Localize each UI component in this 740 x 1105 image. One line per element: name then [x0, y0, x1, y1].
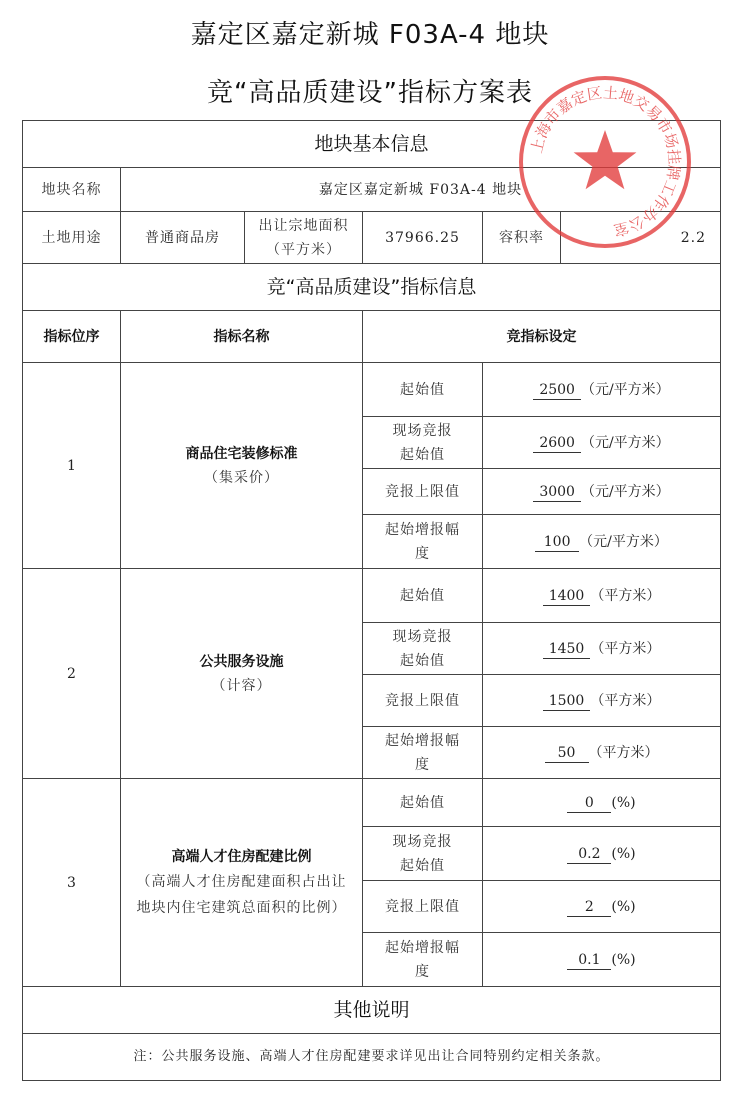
- group-2-name-cell: [121, 569, 363, 779]
- section-basic-info: 地块基本信息: [23, 121, 721, 168]
- g2-r4-unit: （平方米）: [588, 744, 659, 761]
- g2-r2-unit: （平方米）: [590, 640, 661, 657]
- g3-r3-label-1: 竞报上限值: [385, 898, 460, 915]
- g2-r4-label: [363, 727, 483, 779]
- plot-name-value: 嘉定区嘉定新城 F03A-4 地块: [121, 168, 721, 212]
- g2-r3-label: [363, 675, 483, 727]
- g1-r3-unit: （元/平方米）: [580, 483, 670, 500]
- far-label: 容积率: [483, 212, 561, 264]
- g2-r2-label-2: 起始值: [400, 652, 445, 669]
- section-other-notes: 其他说明: [23, 987, 721, 1034]
- g2-r1-value: 1400: [543, 587, 591, 606]
- g2-r4-value-cell: [483, 727, 721, 779]
- g1-r2-value: 2600: [533, 434, 581, 453]
- g1-r1-label-1: 起始值: [400, 381, 445, 398]
- g1-r3-value-cell: [483, 469, 721, 515]
- g2-r3-value: 1500: [543, 692, 591, 711]
- area-value: 37966.25: [363, 212, 483, 264]
- far-value: 2.2: [561, 212, 721, 264]
- g2-r3-label-1: 竞报上限值: [385, 692, 460, 709]
- group-1-name: 商品住宅装修标准: [185, 445, 298, 462]
- section-index-info: 竞“高品质建设”指标信息: [23, 264, 721, 311]
- col-order-header: 指标位序: [23, 311, 121, 363]
- g1-r4-unit: （元/平方米）: [579, 533, 668, 550]
- g2-r1-label-1: 起始值: [400, 587, 445, 604]
- g3-r2-value: 0.2: [567, 845, 611, 864]
- title-line-1: 嘉定区嘉定新城 F03A-4 地块: [190, 20, 550, 50]
- g3-r4-label-2: 度: [415, 963, 430, 980]
- title-line-2: 竞“高品质建设”指标方案表: [207, 78, 533, 108]
- g3-r4-label-1: 起始增报幅: [385, 939, 460, 956]
- g1-r1-value: 2500: [533, 381, 581, 400]
- g1-r3-label-1: 竞报上限值: [385, 483, 460, 500]
- g2-r4-value: 50: [545, 744, 589, 763]
- g2-r4-label-1: 起始增报幅: [385, 732, 460, 749]
- g3-r2-label: [363, 827, 483, 881]
- seal-text-path: 上海市嘉定区土地交易市场挂牌工作办公室: [527, 83, 684, 240]
- g1-r2-label: [363, 417, 483, 469]
- g1-r3-label: [363, 469, 483, 515]
- g2-r3-unit: （平方米）: [590, 692, 661, 709]
- g3-r4-unit: (%): [611, 951, 636, 968]
- g3-r4-value: 0.1: [567, 951, 611, 970]
- g1-r4-label-1: 起始增报幅: [385, 521, 460, 538]
- g2-r4-label-2: 度: [415, 756, 430, 773]
- g3-r3-label: [363, 881, 483, 933]
- area-label-line1: 出让宗地面积: [258, 217, 349, 234]
- g1-r4-label: [363, 515, 483, 569]
- group-3-sub: （高端人才住房配建面积占出让地块内住宅建筑总面积的比例）: [136, 873, 347, 916]
- group-2-name: 公共服务设施: [199, 653, 284, 670]
- plot-name-label: 地块名称: [23, 168, 121, 212]
- g1-r1-label: [363, 363, 483, 417]
- g1-r1-unit: （元/平方米）: [580, 381, 670, 398]
- g1-r1-value-cell: [483, 363, 721, 417]
- g3-r2-value-cell: [483, 827, 721, 881]
- footnote: 注：公共服务设施、高端人才住房配建要求详见出让合同特别约定相关条款。: [23, 1034, 721, 1081]
- g3-r4-label: [363, 933, 483, 987]
- group-1-name-cell: [121, 363, 363, 569]
- g1-r4-label-2: 度: [415, 545, 430, 562]
- g2-r2-value-cell: [483, 623, 721, 675]
- g3-r1-value: 0: [567, 794, 611, 813]
- g3-r4-value-cell: [483, 933, 721, 987]
- area-label: [245, 212, 363, 264]
- land-use-label: 土地用途: [23, 212, 121, 264]
- g1-r2-label-2: 起始值: [400, 446, 445, 463]
- group-3-name: 高端人才住房配建比例: [171, 848, 312, 865]
- area-label-line2: （平方米）: [266, 241, 341, 258]
- g2-r1-label: [363, 569, 483, 623]
- g3-r1-label-1: 起始值: [400, 794, 445, 811]
- g1-r2-unit: （元/平方米）: [580, 434, 670, 451]
- g1-r4-value-cell: [483, 515, 721, 569]
- g3-r3-value-cell: [483, 881, 721, 933]
- group-3-order: 3: [23, 779, 121, 987]
- g3-r1-value-cell: [483, 779, 721, 827]
- group-2-order: 2: [23, 569, 121, 779]
- group-3-name-cell: [121, 779, 363, 987]
- land-use-value: 普通商品房: [121, 212, 245, 264]
- g1-r3-value: 3000: [533, 483, 581, 502]
- g3-r2-label-2: 起始值: [400, 857, 445, 874]
- group-2-sub: （计容）: [211, 677, 272, 694]
- col-name-header: 指标名称: [121, 311, 363, 363]
- g3-r2-unit: (%): [611, 845, 636, 862]
- col-setting-header: 竞指标设定: [363, 311, 721, 363]
- g2-r2-label-1: 现场竞报: [392, 628, 453, 645]
- group-1-sub: （集采价）: [204, 469, 279, 486]
- g2-r2-value: 1450: [543, 640, 591, 659]
- g3-r2-label-1: 现场竞报: [392, 833, 453, 850]
- indicator-table: [22, 120, 721, 1081]
- g1-r2-label-1: 现场竞报: [392, 422, 453, 439]
- g1-r4-value: 100: [535, 533, 579, 552]
- g2-r3-value-cell: [483, 675, 721, 727]
- g3-r1-label: [363, 779, 483, 827]
- g2-r1-value-cell: [483, 569, 721, 623]
- group-1-order: 1: [23, 363, 121, 569]
- g3-r1-unit: (%): [611, 794, 636, 811]
- g2-r2-label: [363, 623, 483, 675]
- g3-r3-unit: (%): [611, 898, 636, 915]
- g1-r2-value-cell: [483, 417, 721, 469]
- g2-r1-unit: （平方米）: [590, 587, 661, 604]
- g3-r3-value: 2: [567, 898, 611, 917]
